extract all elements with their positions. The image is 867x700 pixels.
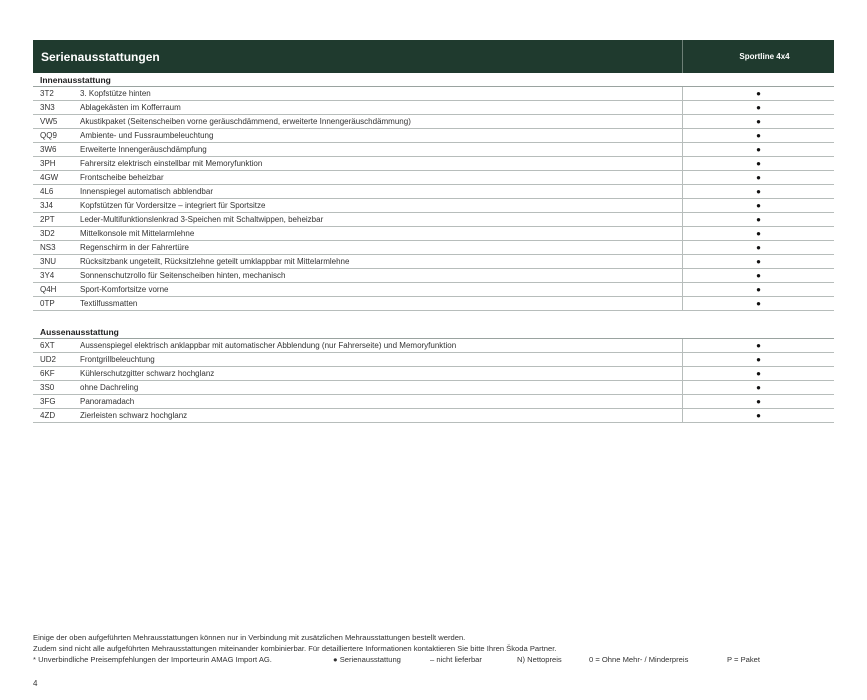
option-description: Frontgrillbeleuchtung: [80, 353, 683, 366]
section-innenausstattung: [33, 74, 834, 311]
option-description: Frontscheibe beheizbar: [80, 171, 683, 184]
option-code: 3Y4: [40, 271, 55, 280]
standard-mark: ●: [756, 355, 761, 364]
option-description: Akustikpaket (Seitenscheiben vorne geräuschdämmend, erweiterte Innengeräuschdämmung): [80, 115, 683, 128]
option-description: Rücksitzbank ungeteilt, Rücksitzlehne geteilt umklappbar mit Mittelarmlehne: [80, 255, 683, 268]
table-row: [33, 395, 834, 409]
option-code: 4L6: [40, 187, 54, 196]
standard-mark: ●: [756, 299, 761, 308]
option-code: 6XT: [40, 341, 55, 350]
standard-mark: ●: [756, 117, 761, 126]
standard-mark: ●: [756, 271, 761, 280]
standard-mark: ●: [756, 229, 761, 238]
standard-mark: ●: [756, 159, 761, 168]
standard-mark: ●: [756, 383, 761, 392]
legend: [33, 655, 833, 666]
option-description: Mittelkonsole mit Mittelarmlehne: [80, 227, 683, 240]
standard-mark: ●: [756, 411, 761, 420]
option-description: Innenspiegel automatisch abblendbar: [80, 185, 683, 198]
standard-mark: ●: [756, 145, 761, 154]
footer-line-2: Zudem sind nicht alle aufgeführten Mehrausstattungen miteinander kombinierbar. Für detailliertere Informationen kontaktieren Sie bitte Ihren Škoda Partner.: [33, 643, 557, 653]
option-code: 3FG: [40, 397, 56, 406]
table-row: [33, 157, 834, 171]
option-description: ohne Dachreling: [80, 381, 683, 394]
option-code: 3S0: [40, 383, 55, 392]
standard-mark: ●: [756, 397, 761, 406]
standard-mark: ●: [756, 285, 761, 294]
option-code: 3NU: [40, 257, 57, 266]
table-row: [33, 171, 834, 185]
table-row: [33, 269, 834, 283]
standard-mark: ●: [756, 89, 761, 98]
standard-mark: ●: [756, 173, 761, 182]
option-code: VW5: [40, 117, 58, 126]
table-row: [33, 129, 834, 143]
table-header: [33, 40, 834, 73]
table-row: [33, 115, 834, 129]
option-code: 3T2: [40, 89, 54, 98]
option-description: Leder-Multifunktionslenkrad 3-Speichen mit Schaltwippen, beheizbar: [80, 213, 683, 226]
table-row: [33, 283, 834, 297]
option-description: Textilfussmatten: [80, 297, 683, 310]
standard-mark: ●: [756, 369, 761, 378]
option-description: Ambiente- und Fussraumbeleuchtung: [80, 129, 683, 142]
section-aussenausstattung: [33, 326, 834, 423]
footer-notes: [33, 633, 833, 666]
table-row: [33, 381, 834, 395]
option-code: Q4H: [40, 285, 57, 294]
standard-mark: ●: [756, 243, 761, 252]
option-code: UD2: [40, 355, 57, 364]
option-code: 2PT: [40, 215, 55, 224]
legend-note: * Unverbindliche Preisempfehlungen der Importeurin AMAG Import AG.: [33, 655, 272, 664]
standard-mark: ●: [756, 131, 761, 140]
table-row: [33, 185, 834, 199]
option-code: 3N3: [40, 103, 55, 112]
option-code: 3W6: [40, 145, 57, 154]
table-row: [33, 101, 834, 115]
header-title: Serienausstattungen: [33, 40, 683, 73]
table-row: [33, 297, 834, 311]
table-row: [33, 409, 834, 423]
table-row: [33, 255, 834, 269]
standard-mark: ●: [756, 103, 761, 112]
option-description: Sport-Komfortsitze vorne: [80, 283, 683, 296]
table-row: [33, 353, 834, 367]
option-code: QQ9: [40, 131, 57, 140]
table-row: [33, 339, 834, 353]
option-description: Regenschirm in der Fahrertüre: [80, 241, 683, 254]
legend-not-available: – nicht lieferbar: [430, 655, 482, 664]
option-description: Panoramadach: [80, 395, 683, 408]
section-title: Aussenausstattung: [33, 326, 834, 339]
standard-mark: ●: [756, 341, 761, 350]
option-code: 3J4: [40, 201, 53, 210]
table-row: [33, 87, 834, 101]
legend-zero: 0 = Ohne Mehr- / Minderpreis: [589, 655, 689, 664]
page-number: 4: [33, 679, 38, 688]
option-code: 3PH: [40, 159, 56, 168]
option-code: 4GW: [40, 173, 59, 182]
option-code: 6KF: [40, 369, 55, 378]
legend-standard: ● Serienausstattung: [333, 655, 401, 664]
header-column-sportline: Sportline 4x4: [739, 52, 790, 61]
table-row: [33, 241, 834, 255]
option-code: 4ZD: [40, 411, 56, 420]
legend-net-price: N) Nettopreis: [517, 655, 562, 664]
standard-mark: ●: [756, 257, 761, 266]
option-description: Fahrersitz elektrisch einstellbar mit Memoryfunktion: [80, 157, 683, 170]
option-description: Ablagekästen im Kofferraum: [80, 101, 683, 114]
option-description: Aussenspiegel elektrisch anklappbar mit automatischer Abblendung (nur Fahrerseite) und Memoryfunktion: [80, 339, 683, 352]
section-title: Innenausstattung: [33, 74, 834, 87]
option-description: Erweiterte Innengeräuschdämpfung: [80, 143, 683, 156]
standard-mark: ●: [756, 201, 761, 210]
option-description: Sonnenschutzrollo für Seitenscheiben hinten, mechanisch: [80, 269, 683, 282]
table-row: [33, 367, 834, 381]
option-description: Kühlerschutzgitter schwarz hochglanz: [80, 367, 683, 380]
table-row: [33, 227, 834, 241]
table-row: [33, 199, 834, 213]
table-row: [33, 143, 834, 157]
option-description: Zierleisten schwarz hochglanz: [80, 409, 683, 422]
legend-package: P = Paket: [727, 655, 761, 664]
footer-line-1: Einige der oben aufgeführten Mehrausstattungen können nur in Verbindung mit zusätzlichen Mehrausstattungen bestellt werden.: [33, 633, 466, 642]
option-code: 3D2: [40, 229, 55, 238]
option-description: 3. Kopfstütze hinten: [80, 87, 683, 100]
option-code: 0TP: [40, 299, 55, 308]
standard-mark: ●: [756, 187, 761, 196]
option-description: Kopfstützen für Vordersitze – integriert für Sportsitze: [80, 199, 683, 212]
table-row: [33, 213, 834, 227]
option-code: NS3: [40, 243, 56, 252]
standard-mark: ●: [756, 215, 761, 224]
